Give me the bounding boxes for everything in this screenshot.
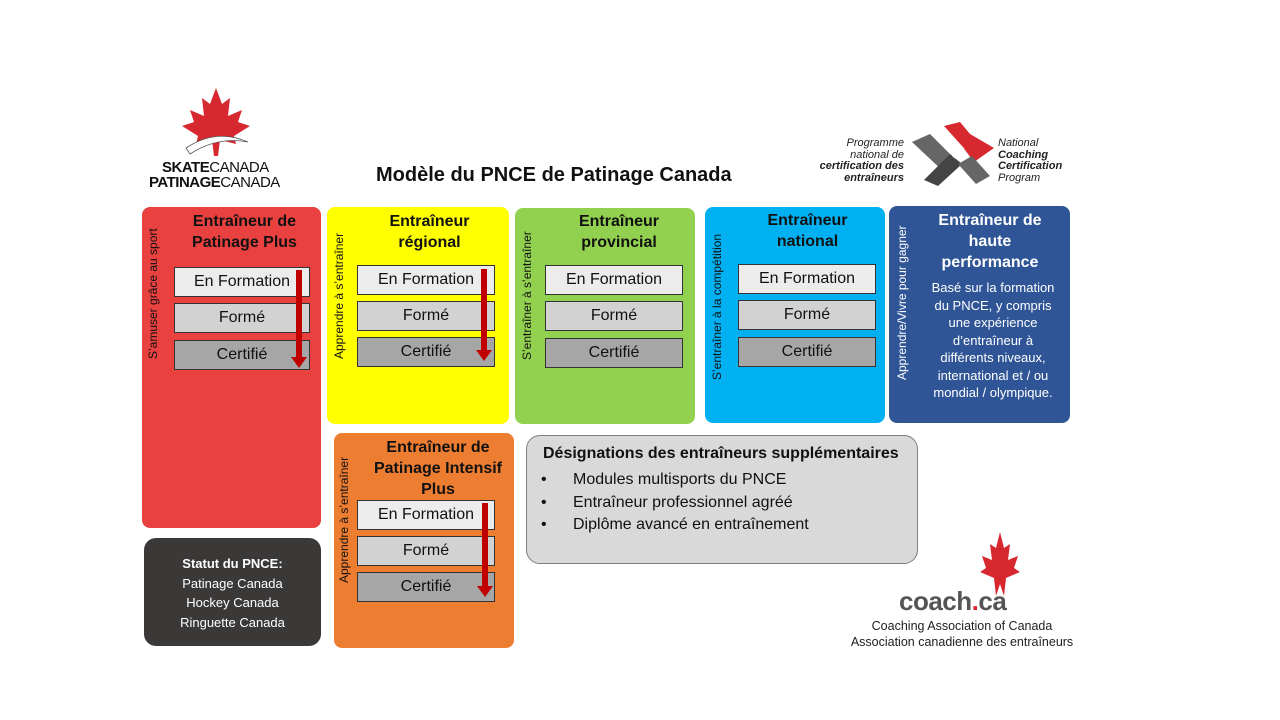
card-title: Entraîneur provincial: [578, 213, 659, 251]
card-title: Entraîneur de Patinage Plus: [192, 213, 297, 251]
stage-en-formation: En Formation: [357, 500, 495, 530]
card-title: Entraîneur national: [767, 212, 848, 250]
card-haute-performance: [889, 206, 1070, 423]
nccp-english-text: [998, 138, 1062, 184]
card-title: Entraîneur régional: [389, 213, 470, 251]
canada-word-fr: CANADA: [220, 174, 280, 191]
stage-certifie: Certifié: [174, 340, 310, 370]
side-label: S’entraîner à s’entraîner: [520, 231, 534, 360]
ca-word: ca: [978, 586, 1007, 616]
stage-certifie: Certifié: [357, 337, 495, 367]
nccp-en-line: Program: [998, 171, 1041, 184]
side-label: Apprendre à s’entraîner: [337, 456, 351, 583]
stage-certifie: Certifié: [545, 338, 683, 368]
skate-canada-wordmark-line1: [162, 160, 269, 175]
stage-forme: Formé: [738, 300, 876, 330]
stage-en-formation: En Formation: [738, 264, 876, 294]
nccp-fr-line: national de: [850, 148, 904, 161]
patinage-word: PATINAGE: [149, 174, 221, 191]
card-title: Entraîneur de Patinage Intensif Plus: [373, 439, 503, 498]
nccp-logo: [808, 120, 1076, 192]
skate-word: SKATE: [162, 159, 210, 176]
progress-arrow-shaft: [481, 269, 487, 351]
nccp-fr-line: Programme: [846, 137, 904, 149]
nccp-status-box: [144, 538, 321, 646]
stage-certifie: Certifié: [738, 337, 876, 367]
progress-arrow-head: [477, 586, 493, 597]
hp-description: Basé sur la formation du PNCE, y compris une expérience d’entraîneur à différents niveaux, international et / ou mondial / olympique.: [931, 280, 1055, 400]
side-label: Apprendre à s’entraîner: [332, 232, 346, 359]
nccp-fr-line: certification des: [819, 160, 904, 172]
status-line: Patinage Canada: [182, 575, 283, 591]
stage-en-formation: En Formation: [174, 267, 310, 297]
stage-forme: Formé: [545, 301, 683, 331]
bullet: •: [541, 516, 547, 534]
progress-arrow-shaft: [296, 270, 302, 358]
card-title: Entraîneur de haute performance: [938, 212, 1042, 271]
stage-forme: Formé: [174, 303, 310, 333]
nccp-en-line: Certification: [998, 160, 1063, 172]
status-line: Hockey Canada: [186, 595, 279, 610]
stage-en-formation: En Formation: [545, 265, 683, 295]
stage-certifie: Certifié: [357, 572, 495, 602]
coach-dot: .: [971, 586, 979, 616]
coach-ca-wordmark: [899, 586, 1006, 616]
stage-forme: Formé: [357, 301, 495, 331]
side-label: S’amuser grâce au sport: [146, 228, 160, 359]
skate-canada-logo: [146, 86, 296, 191]
status-title: Statut du PNCE:: [182, 556, 283, 571]
card-regional: [327, 207, 509, 424]
maple-leaf-icon: [176, 86, 256, 166]
coach-ca-french: Association canadienne des entraîneurs: [850, 635, 1074, 649]
designation-text: Modules multisports du PNCE: [573, 471, 787, 489]
coach-ca-english: Coaching Association of Canada: [871, 619, 1053, 633]
progress-arrow-head: [291, 357, 307, 368]
card-patinage-plus: [142, 207, 321, 528]
nccp-french-text: [808, 138, 904, 184]
nccp-en-line: National: [998, 137, 1039, 149]
list-item: [541, 469, 809, 492]
progress-arrow-head: [476, 350, 492, 361]
stage-forme: Formé: [357, 536, 495, 566]
card-national: [705, 207, 885, 423]
page-title: Modèle du PNCE de Patinage Canada: [376, 164, 732, 186]
bullet: •: [541, 471, 547, 489]
designation-text: Diplôme avancé en entraînement: [573, 516, 809, 534]
coach-word: coach: [899, 586, 972, 616]
canada-word: CANADA: [209, 159, 269, 176]
card-provincial: [515, 208, 695, 424]
designations-title: Désignations des entraîneurs supplémentaires: [543, 445, 899, 462]
status-line: Ringuette Canada: [180, 614, 285, 630]
bullet: •: [541, 493, 547, 511]
list-item: [541, 492, 809, 515]
designations-list: [541, 469, 809, 537]
side-label: Apprendre/Vivre pour gagner: [895, 225, 909, 380]
nccp-fr-line: entraîneurs: [844, 171, 904, 184]
skate-canada-wordmark-line2: [149, 175, 280, 190]
nccp-en-line: Coaching: [998, 148, 1049, 161]
progress-arrow-shaft: [482, 503, 488, 587]
nccp-x-icon: [910, 120, 996, 188]
side-label: S’entraîner à la compétition: [710, 233, 724, 380]
card-intensif-plus: [334, 433, 514, 648]
designation-text: Entraîneur professionnel agréé: [573, 493, 793, 511]
list-item: [541, 514, 809, 537]
stage-en-formation: En Formation: [357, 265, 495, 295]
coach-ca-logo: [842, 530, 1082, 650]
